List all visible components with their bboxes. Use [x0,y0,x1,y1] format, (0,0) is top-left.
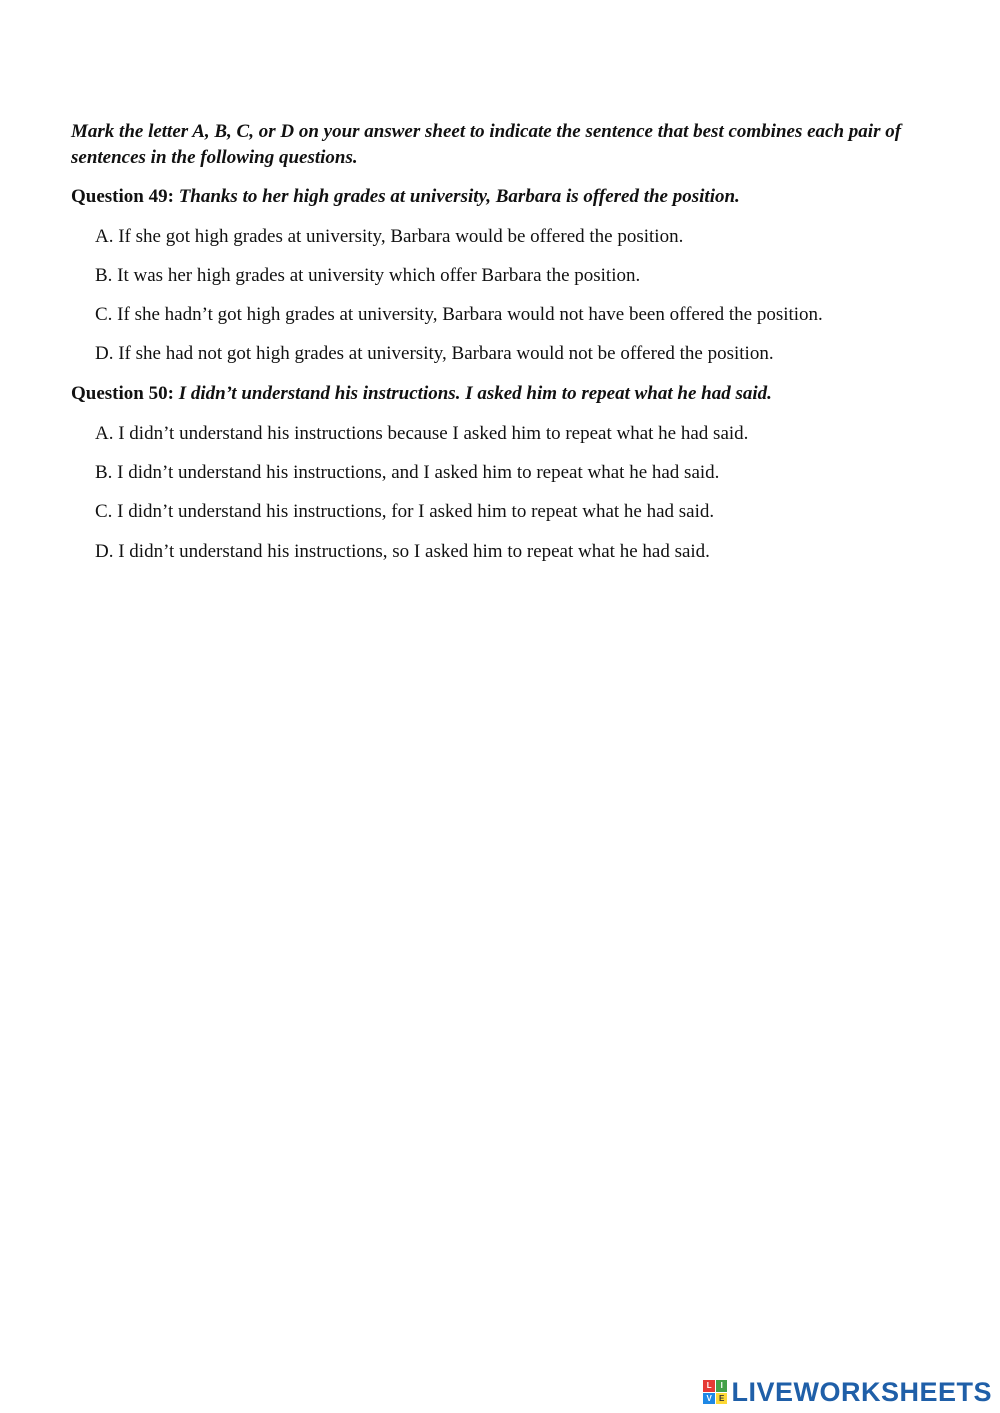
option-50-c: C. I didn’t understand his instructions, for I asked him to repeat what he had said. [95,501,715,522]
option-50-d: D. I didn’t understand his instructions, so I asked him to repeat what he had said. [95,541,710,562]
question-prompt: Thanks to her high grades at university, Barbara is offered the position. [178,186,740,207]
question-label: Question 49: [71,186,174,207]
option-49-d: D. If she had not got high grades at university, Barbara would not be offered the position. [95,343,774,364]
question-49 [71,185,971,209]
option-50-b: B. I didn’t understand his instructions, and I asked him to repeat what he had said. [95,462,720,483]
option-50-a: A. I didn’t understand his instructions because I asked him to repeat what he had said. [95,423,749,444]
liveworksheets-logo[interactable] [703,1377,992,1407]
instructions: Mark the letter A, B, C, or D on your answer sheet to indicate the sentence that best combines each pair of sentences in the following questions. [71,121,902,168]
logo-text: LIVEWORKSHEETS [731,1376,992,1407]
option-49-a: A. If she got high grades at university, Barbara would be offered the position. [95,226,684,247]
question-50 [71,382,971,406]
question-label: Question 50: [71,383,174,404]
option-49-b: B. It was her high grades at university which offer Barbara the position. [95,265,641,286]
question-prompt: I didn’t understand his instructions. I asked him to repeat what he had said. [178,383,772,404]
logo-mark-icon: L I V E [703,1380,727,1404]
option-49-c: C. If she hadn’t got high grades at university, Barbara would not have been offered the position. [95,304,823,325]
